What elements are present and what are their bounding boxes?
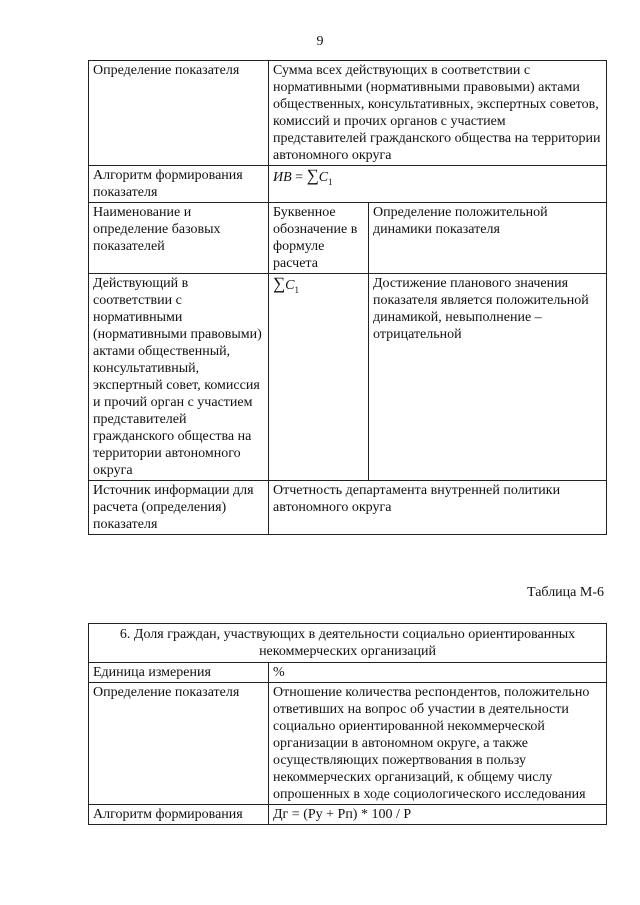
formula-equals: = [295,170,304,185]
definition-label: Определение показателя [89,683,269,805]
source-row [89,481,607,535]
header-name: Наименование и определение базовых показателей [89,203,269,274]
table-title: 6. Доля граждан, участвующих в деятельности социально ориентированных некоммерческих организаций [89,624,607,663]
sigma-icon: ∑ [306,166,319,185]
indicator-table-m5 [88,60,607,535]
definition-row [89,683,607,805]
source-text: Отчетность департамента внутренней политики автономного округа [269,481,607,535]
algorithm-row [89,805,607,825]
symbol-sub: 1 [294,284,299,295]
title-row [89,624,607,663]
symbol-var: С [285,278,295,293]
definition-text: Отношение количества респондентов, положительно ответивших на вопрос об участии в деятельности социально ориентированной некоммерческой организации в автономном округе, а также осуществляющих пожертвования в пользу некоммерческих организаций, к общему числу опрошенных в ходе социологического исследования [269,683,607,805]
base-indicator-name: Действующий в соответствии с нормативными (нормативными правовыми) актами общественный, консультативный, экспертный совет, комиссия и прочий орган с участием представителей гражданского общества на территории автономного округа [89,274,269,481]
definition-text: Сумма всех действующих в соответствии с нормативными (нормативными правовыми) актами общественных, консультативных, экспертных советов, комиссий и прочих органов с участием представителей гражданского общества на территории автономного округа [269,61,607,166]
algorithm-label: Алгоритм формирования [89,805,269,825]
algorithm-label: Алгоритм формирования показателя [89,166,269,203]
formula-symbol [273,275,299,299]
formula-lhs: ИВ [273,170,292,185]
indicator-table-m6 [88,623,607,825]
header-symbol: Буквенное обозначение в формуле расчета [269,203,369,274]
algorithm-formula [269,166,607,203]
unit-label: Единица измерения [89,663,269,683]
header-positive: Определение положительной динамики показателя [369,203,607,274]
unit-value: % [269,663,607,683]
definition-row [89,61,607,166]
page-number: 9 [316,34,324,49]
base-indicator-row [89,274,607,481]
formula-sub: 1 [328,176,333,187]
header-row [89,203,607,274]
base-indicator-positive: Достижение планового значения показателя является положительной динамикой, невыполнение – отрицательной [369,274,607,481]
formula-iv [273,167,333,191]
algorithm-formula: Дг = (Ру + Рп) * 100 / Р [269,805,607,825]
table-caption: Таблица М-6 [527,585,604,600]
unit-row [89,663,607,683]
base-indicator-symbol [269,274,369,481]
sigma-icon: ∑ [273,274,286,293]
definition-label: Определение показателя [89,61,269,166]
algorithm-row [89,166,607,203]
formula-var: С [318,170,329,185]
source-label: Источник информации для расчета (определения) показателя [89,481,269,535]
